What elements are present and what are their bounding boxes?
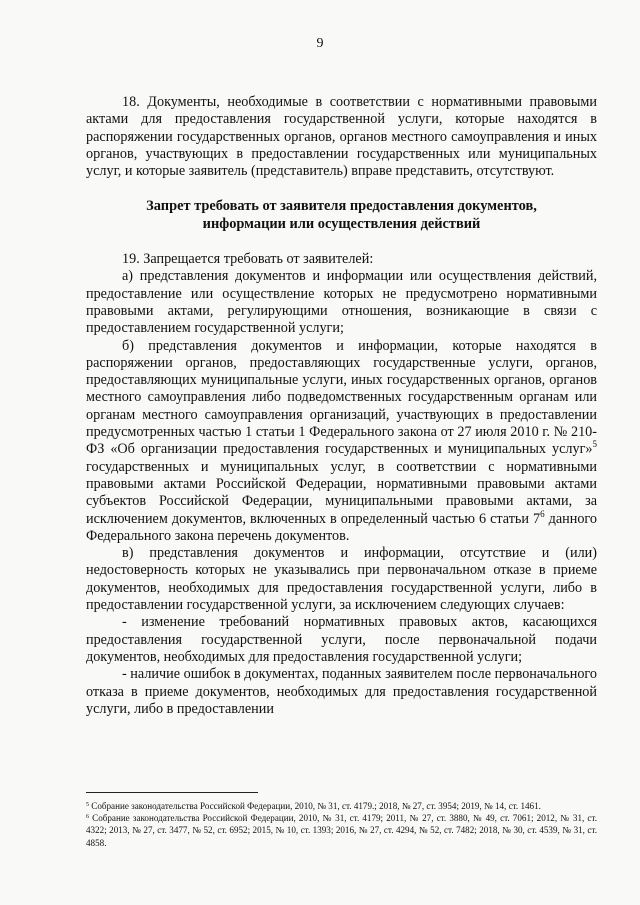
paragraph-19-v-item-1: - изменение требований нормативных правовых актов, касающихся предоставления государственной услуги, после первоначальной подачи документов, необходимых для предоставления государственной услуги;: [86, 614, 597, 665]
section-heading: [86, 198, 597, 233]
paragraph-19-b-text-2: государственных и муниципальных услуг, в соответствии с нормативными правовыми актами Российской Федерации, нормативными правовыми актами субъектов Российской Федерации, муниципальными правовыми актами, за исключением документов, включенных в определенный частью 6 статьи 7: [86, 458, 597, 527]
paragraph-19: 19. Запрещается требовать от заявителей:: [122, 251, 374, 268]
page-number: 9: [316, 36, 324, 51]
paragraph-19-a: а) представления документов и информации или осуществления действий, предоставление или осуществление которых не предусмотрено нормативными правовыми актами, регулирующими отношения, возникающие в связи с предоставлением государственной услуги;: [86, 268, 597, 337]
footnote-ref-6: 6: [540, 508, 545, 519]
paragraph-18: 18. Документы, необходимые в соответствии с нормативными правовыми актами для предоставления государственной услуги, которые находятся в распоряжении государственных органов, органов местного самоуправления и иных органов, участвующих в предоставлении государственных или муниципальных услуг, и которые заявитель (представитель) вправе представить, отсутствуют.: [86, 94, 597, 180]
paragraph-19-v: в) представления документов и информации, отсутствие и (или) недостоверность которых не указывались при первоначальном отказе в приеме документов, необходимых для предоставления государственной услуги, либо в предоставлении государственной услуги, за исключением следующих случаев:: [86, 545, 597, 614]
footnote-ref-5: 5: [592, 439, 597, 450]
footnote-6-mark: 6: [86, 814, 89, 821]
footnote-6-text: Собрание законодательства Российской Федерации, 2010, № 31, ст. 4179; 2011, № 27, ст. 3880, № 49, ст. 7061; 2012, № 31, ст. 4322; 2013, № 27, ст. 3477, № 52, ст. 6952; 2015, № 10, ст. 1393; 2016, № 27, ст. 4294, № 52, ст. 7482; 2018, № 30, ст. 4539, № 31, ст. 4858.: [86, 813, 597, 848]
footnotes: [86, 800, 597, 849]
paragraph-19-b-text-1: б) представления документов и информации, которые находятся в распоряжении органов, предоставляющих государственные услуги, органов, предоставляющих муниципальные услуги, иных государственных органов, органов местного самоуправления либо подведомственных государственным органам или органам местного самоуправления организаций, участвующих в предоставлении предусмотренных частью 1 статьи 1 Федерального закона от 27 июля 2010 г. № 210-ФЗ «Об организации предоставления государственных и муниципальных услуг»: [86, 337, 597, 458]
paragraph-19-b: [86, 338, 597, 546]
paragraph-19-v-item-2: - наличие ошибок в документах, поданных заявителем после первоначального отказа в приеме документов, необходимых для предоставления государственной услуги, либо в предоставлении: [86, 666, 597, 717]
footnote-divider: [86, 792, 258, 793]
section-heading-line-2: информации или осуществления действий: [202, 215, 481, 232]
paragraph-19-b-text-3: данного Федерального закона перечень документов.: [86, 510, 597, 544]
footnote-5: [86, 800, 597, 812]
footnote-6: [86, 812, 597, 849]
footnote-5-mark: 5: [86, 802, 89, 808]
document-body: [86, 94, 597, 718]
footnote-5-text: Собрание законодательства Российской Федерации, 2010, № 31, ст. 4179.; 2018, № 27, ст. 3954; 2019, № 14, ст. 1461.: [89, 801, 541, 811]
section-heading-line-1: Запрет требовать от заявителя предоставления документов,: [146, 198, 537, 215]
